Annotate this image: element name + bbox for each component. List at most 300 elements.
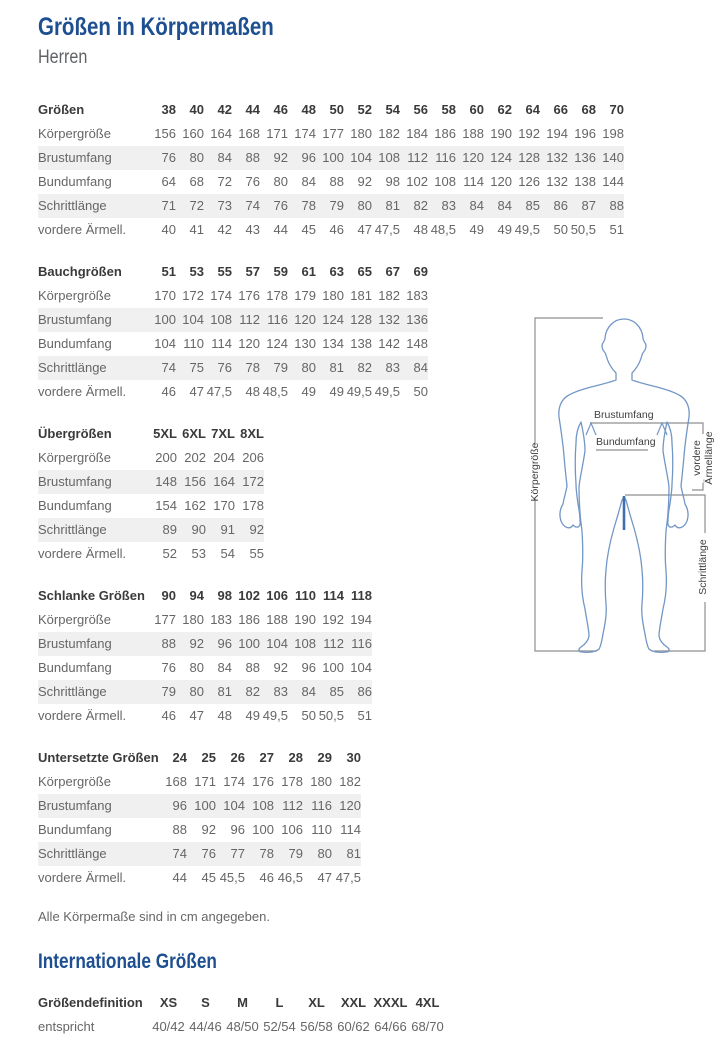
- cell-value: 88: [172, 822, 187, 838]
- cell-value: 49: [329, 384, 344, 400]
- table-row: [38, 146, 624, 170]
- cell-value: 51: [609, 222, 624, 238]
- cell-value: 80: [189, 684, 204, 700]
- cell-value: 181: [350, 288, 372, 304]
- cell-value: 80: [189, 150, 204, 166]
- cell-value: 98: [385, 174, 400, 190]
- table-row: [38, 122, 624, 146]
- cell-value: 78: [259, 846, 274, 862]
- table-row: [38, 356, 428, 380]
- cell-value: 64/66: [374, 1019, 407, 1035]
- cell-value: 75: [189, 360, 204, 376]
- column-header: 50: [329, 102, 344, 118]
- cell-value: 110: [183, 336, 204, 352]
- cell-value: 46: [161, 708, 176, 724]
- cell-value: 178: [281, 774, 303, 790]
- cell-value: 114: [211, 336, 232, 352]
- table-header-row: [38, 98, 624, 122]
- column-header: 30: [346, 750, 361, 766]
- cell-value: 106: [281, 822, 303, 838]
- cell-value: 77: [230, 846, 245, 862]
- column-header: 26: [230, 750, 245, 766]
- cell-value: 176: [252, 774, 274, 790]
- cell-value: 42: [217, 222, 232, 238]
- cell-value: 124: [266, 336, 288, 352]
- body-outline: [559, 319, 689, 652]
- column-header: 56: [413, 102, 428, 118]
- cell-value: 85: [329, 684, 344, 700]
- cell-value: 83: [441, 198, 456, 214]
- column-header: XL: [308, 995, 325, 1011]
- cell-value: 172: [182, 288, 204, 304]
- table-header-row: [38, 746, 361, 770]
- table-row: [38, 608, 372, 632]
- cell-value: 172: [242, 474, 264, 490]
- cell-value: 80: [357, 198, 372, 214]
- column-header: XXXL: [373, 995, 408, 1011]
- figure-label-schrittlaenge: Schrittlänge: [697, 539, 709, 595]
- cell-value: 116: [267, 312, 288, 328]
- cell-value: 78: [301, 198, 316, 214]
- cell-value: 100: [322, 660, 344, 676]
- column-header: 102: [238, 588, 260, 604]
- column-header: 48: [301, 102, 316, 118]
- cell-value: 138: [350, 336, 372, 352]
- cell-value: 74: [161, 360, 176, 376]
- cell-value: 72: [189, 198, 204, 214]
- cell-value: 84: [497, 198, 512, 214]
- cell-value: 180: [310, 774, 332, 790]
- cell-value: 171: [266, 126, 288, 142]
- table-row: [38, 332, 428, 356]
- table-row: [38, 542, 264, 566]
- page-title: Größen in Körpermaßen: [38, 13, 274, 41]
- column-header: 8XL: [240, 426, 264, 442]
- cell-value: 104: [350, 660, 372, 676]
- cell-value: 47: [357, 222, 372, 238]
- cell-value: 84: [413, 360, 428, 376]
- table-row: [38, 794, 361, 818]
- table-row: [38, 218, 624, 242]
- cell-value: 92: [273, 660, 288, 676]
- figure-label-vordere: vordere: [691, 440, 703, 476]
- cell-value: 49,5: [374, 384, 400, 400]
- cell-value: 50,5: [318, 708, 344, 724]
- armpit-crease-lines: [586, 423, 667, 435]
- column-header: 55: [217, 264, 232, 280]
- cell-value: 89: [162, 522, 177, 538]
- cell-value: 49,5: [346, 384, 372, 400]
- cell-value: 144: [602, 174, 624, 190]
- row-label: Schrittlänge: [38, 198, 107, 214]
- cell-value: 45,5: [219, 870, 245, 886]
- row-label: Körpergröße: [38, 612, 111, 628]
- column-header: 7XL: [211, 426, 235, 442]
- cell-value: 136: [406, 312, 428, 328]
- cell-value: 91: [220, 522, 235, 538]
- cell-value: 104: [266, 636, 288, 652]
- row-label: Körpergröße: [38, 450, 111, 466]
- column-header: 69: [413, 264, 428, 280]
- cell-value: 120: [238, 336, 260, 352]
- cell-value: 194: [546, 126, 568, 142]
- cell-value: 86: [357, 684, 372, 700]
- row-label: Körpergröße: [38, 774, 111, 790]
- table-row: [38, 770, 361, 794]
- column-header: 28: [288, 750, 303, 766]
- column-header: 29: [317, 750, 332, 766]
- table-row: [38, 866, 361, 890]
- cell-value: 84: [469, 198, 484, 214]
- row-label: Brustumfang: [38, 798, 112, 814]
- table-row: [38, 494, 264, 518]
- table-row: [38, 518, 264, 542]
- cell-value: 102: [406, 174, 428, 190]
- cell-value: 132: [378, 312, 400, 328]
- row-label: Brustumfang: [38, 636, 112, 652]
- row-label: Schrittlänge: [38, 684, 107, 700]
- column-header: 27: [259, 750, 274, 766]
- cell-value: 96: [172, 798, 187, 814]
- cell-value: 49,5: [262, 708, 288, 724]
- cell-value: 112: [239, 312, 260, 328]
- cell-value: 186: [238, 612, 260, 628]
- table-row: [38, 470, 264, 494]
- cell-value: 80: [273, 174, 288, 190]
- column-header: 4XL: [415, 995, 440, 1011]
- cell-value: 179: [294, 288, 316, 304]
- cell-value: 47,5: [206, 384, 232, 400]
- cell-value: 132: [546, 174, 568, 190]
- column-header: 94: [189, 588, 204, 604]
- cell-value: 51: [357, 708, 372, 724]
- cell-value: 108: [210, 312, 232, 328]
- table-header-row: [38, 422, 264, 446]
- row-label: vordere Ärmell.: [38, 870, 127, 886]
- cell-value: 132: [546, 150, 568, 166]
- cell-value: 74: [172, 846, 187, 862]
- cell-value: 76: [201, 846, 216, 862]
- cell-value: 53: [191, 546, 206, 562]
- measurement-lines: [535, 318, 705, 651]
- figure-label-koerpergroesse: Körpergröße: [529, 442, 541, 502]
- row-label: Brustumfang: [38, 312, 112, 328]
- table-header-row: [38, 260, 428, 284]
- cell-value: 120: [490, 174, 512, 190]
- cell-value: 76: [161, 660, 176, 676]
- cell-value: 48: [413, 222, 428, 238]
- table-header-label: Bauchgrößen: [38, 264, 122, 280]
- cell-value: 178: [266, 288, 288, 304]
- cell-value: 112: [323, 636, 344, 652]
- table-row: [38, 632, 372, 656]
- cell-value: 110: [311, 822, 332, 838]
- column-header: M: [237, 995, 248, 1011]
- cell-value: 112: [282, 798, 303, 814]
- column-header: 38: [161, 102, 176, 118]
- row-label: Bundumfang: [38, 336, 112, 352]
- cell-value: 184: [406, 126, 428, 142]
- cell-value: 72: [217, 174, 232, 190]
- cell-value: 81: [346, 846, 361, 862]
- cell-value: 116: [435, 150, 456, 166]
- cell-value: 80: [301, 360, 316, 376]
- cell-value: 92: [273, 150, 288, 166]
- cell-value: 130: [294, 336, 316, 352]
- cell-value: 108: [434, 174, 456, 190]
- cell-value: 48,5: [262, 384, 288, 400]
- cell-value: 92: [357, 174, 372, 190]
- cell-value: 48/50: [226, 1019, 259, 1035]
- cell-value: 82: [357, 360, 372, 376]
- cell-value: 170: [154, 288, 176, 304]
- cell-value: 198: [602, 126, 624, 142]
- column-header: 62: [497, 102, 512, 118]
- table-row: [38, 170, 624, 194]
- cell-value: 79: [288, 846, 303, 862]
- table-row: [38, 194, 624, 218]
- cell-value: 48: [245, 384, 260, 400]
- cell-value: 108: [252, 798, 274, 814]
- row-label: Schrittlänge: [38, 522, 107, 538]
- cell-value: 49: [245, 708, 260, 724]
- cell-value: 188: [266, 612, 288, 628]
- cell-value: 50: [413, 384, 428, 400]
- cell-value: 79: [161, 684, 176, 700]
- column-header: 42: [217, 102, 232, 118]
- table-row: [38, 680, 372, 704]
- column-header: 98: [217, 588, 232, 604]
- cell-value: 204: [213, 450, 235, 466]
- row-label: Bundumfang: [38, 660, 112, 676]
- cell-value: 120: [294, 312, 316, 328]
- row-label: Bundumfang: [38, 498, 112, 514]
- cell-value: 76: [245, 174, 260, 190]
- cell-value: 177: [322, 126, 344, 142]
- column-header: 66: [553, 102, 568, 118]
- cell-value: 64: [161, 174, 176, 190]
- cell-value: 202: [184, 450, 206, 466]
- cell-value: 90: [191, 522, 206, 538]
- column-header: 46: [273, 102, 288, 118]
- row-label: Schrittlänge: [38, 360, 107, 376]
- cell-value: 56/58: [300, 1019, 333, 1035]
- cell-value: 140: [602, 150, 624, 166]
- size-table-international: [38, 991, 720, 1039]
- cell-value: 196: [574, 126, 596, 142]
- cell-value: 45: [301, 222, 316, 238]
- column-header: 63: [329, 264, 344, 280]
- column-header: XS: [159, 995, 178, 1011]
- cell-value: 71: [161, 198, 176, 214]
- row-label: vordere Ärmell.: [38, 546, 127, 562]
- table-row: [38, 842, 361, 866]
- cell-value: 46: [259, 870, 274, 886]
- cell-value: 108: [294, 636, 316, 652]
- cell-value: 50,5: [570, 222, 596, 238]
- cell-value: 81: [217, 684, 232, 700]
- cell-value: 47: [317, 870, 332, 886]
- cell-value: 148: [155, 474, 177, 490]
- cell-value: 180: [322, 288, 344, 304]
- column-header: 51: [161, 264, 176, 280]
- cell-value: 116: [351, 636, 372, 652]
- cell-value: 186: [434, 126, 456, 142]
- table-row: [38, 704, 372, 728]
- table-header-row: [38, 991, 446, 1015]
- cell-value: 176: [238, 288, 260, 304]
- column-header: 90: [161, 588, 176, 604]
- body-figure-illustration-icon: [520, 280, 720, 710]
- cell-value: 124: [322, 312, 344, 328]
- cell-value: 171: [194, 774, 216, 790]
- row-label: Brustumfang: [38, 150, 112, 166]
- row-label: vordere Ärmell.: [38, 222, 127, 238]
- cell-value: 96: [230, 822, 245, 838]
- column-header: 114: [323, 588, 344, 604]
- body-measurement-figure: [520, 280, 720, 710]
- cell-value: 168: [165, 774, 187, 790]
- cell-value: 100: [238, 636, 260, 652]
- table-row: [38, 284, 428, 308]
- unit-note: Alle Körpermaße sind in cm angegeben.: [38, 908, 270, 924]
- cell-value: 49: [497, 222, 512, 238]
- cell-value: 124: [490, 150, 512, 166]
- cell-value: 40: [161, 222, 176, 238]
- table-header-label: Schlanke Größen: [38, 588, 145, 604]
- cell-value: 174: [210, 288, 232, 304]
- cell-value: 182: [378, 126, 400, 142]
- table-header-label: Untersetzte Größen: [38, 750, 159, 766]
- cell-value: 86: [553, 198, 568, 214]
- cell-value: 92: [249, 522, 264, 538]
- cell-value: 88: [245, 660, 260, 676]
- cell-value: 190: [490, 126, 512, 142]
- cell-value: 96: [301, 660, 316, 676]
- cell-value: 114: [463, 174, 484, 190]
- cell-value: 76: [273, 198, 288, 214]
- table-header-row: [38, 584, 372, 608]
- cell-value: 46: [161, 384, 176, 400]
- table-header-label: Übergrößen: [38, 426, 112, 442]
- column-header: 24: [172, 750, 187, 766]
- cell-value: 83: [385, 360, 400, 376]
- cell-value: 136: [574, 150, 596, 166]
- column-header: 5XL: [153, 426, 177, 442]
- cell-value: 174: [223, 774, 245, 790]
- column-header: 6XL: [182, 426, 206, 442]
- cell-value: 45: [201, 870, 216, 886]
- column-header: 53: [189, 264, 204, 280]
- cell-value: 126: [518, 174, 540, 190]
- cell-value: 183: [406, 288, 428, 304]
- cell-value: 177: [154, 612, 176, 628]
- cell-value: 164: [210, 126, 232, 142]
- row-label: vordere Ärmell.: [38, 708, 127, 724]
- cell-value: 100: [322, 150, 344, 166]
- cell-value: 174: [294, 126, 316, 142]
- cell-value: 192: [518, 126, 540, 142]
- column-header: 60: [469, 102, 484, 118]
- cell-value: 206: [242, 450, 264, 466]
- cell-value: 108: [378, 150, 400, 166]
- cell-value: 88: [161, 636, 176, 652]
- cell-value: 182: [339, 774, 361, 790]
- cell-value: 160: [182, 126, 204, 142]
- cell-value: 40/42: [152, 1019, 185, 1035]
- column-header: 64: [525, 102, 540, 118]
- row-label: Körpergröße: [38, 288, 111, 304]
- figure-label-brustumfang: Brustumfang: [594, 409, 654, 421]
- cell-value: 68/70: [411, 1019, 444, 1035]
- cell-value: 154: [155, 498, 177, 514]
- row-label: Körpergröße: [38, 126, 111, 142]
- cell-value: 178: [242, 498, 264, 514]
- figure-label-bundumfang: Bundumfang: [596, 436, 656, 448]
- figure-label-aermellaenge: Ärmellänge: [703, 431, 715, 485]
- cell-value: 52: [162, 546, 177, 562]
- cell-value: 68: [189, 174, 204, 190]
- cell-value: 142: [378, 336, 400, 352]
- column-header: 68: [581, 102, 596, 118]
- section-title-international: Internationale Größen: [38, 949, 217, 973]
- cell-value: 83: [273, 684, 288, 700]
- cell-value: 43: [245, 222, 260, 238]
- cell-value: 96: [301, 150, 316, 166]
- cell-value: 104: [154, 336, 176, 352]
- cell-value: 188: [462, 126, 484, 142]
- cell-value: 128: [518, 150, 540, 166]
- cell-value: 100: [252, 822, 274, 838]
- cell-value: 88: [329, 174, 344, 190]
- cell-value: 73: [217, 198, 232, 214]
- row-label: Bundumfang: [38, 174, 112, 190]
- cell-value: 44: [273, 222, 288, 238]
- cell-value: 100: [154, 312, 176, 328]
- size-table-untersetzte-groessen: [38, 746, 720, 890]
- column-header: 40: [189, 102, 204, 118]
- table-row: [38, 308, 428, 332]
- table-row: [38, 1015, 446, 1039]
- column-header: XXL: [340, 995, 367, 1011]
- cell-value: 79: [273, 360, 288, 376]
- cell-value: 47,5: [335, 870, 361, 886]
- cell-value: 81: [385, 198, 400, 214]
- cell-value: 81: [329, 360, 344, 376]
- cell-value: 50: [301, 708, 316, 724]
- column-header: 67: [385, 264, 400, 280]
- cell-value: 55: [249, 546, 264, 562]
- cell-value: 200: [155, 450, 177, 466]
- column-header: S: [201, 995, 210, 1011]
- cell-value: 85: [525, 198, 540, 214]
- column-header: 52: [357, 102, 372, 118]
- column-header: 61: [301, 264, 316, 280]
- cell-value: 47: [189, 708, 204, 724]
- cell-value: 48: [217, 708, 232, 724]
- cell-value: 88: [609, 198, 624, 214]
- column-header: 65: [357, 264, 372, 280]
- cell-value: 79: [329, 198, 344, 214]
- cell-value: 100: [194, 798, 216, 814]
- cell-value: 49,5: [514, 222, 540, 238]
- cell-value: 182: [378, 288, 400, 304]
- cell-value: 120: [462, 150, 484, 166]
- cell-value: 116: [311, 798, 332, 814]
- cell-value: 60/62: [337, 1019, 370, 1035]
- cell-value: 180: [350, 126, 372, 142]
- table-row: [38, 656, 372, 680]
